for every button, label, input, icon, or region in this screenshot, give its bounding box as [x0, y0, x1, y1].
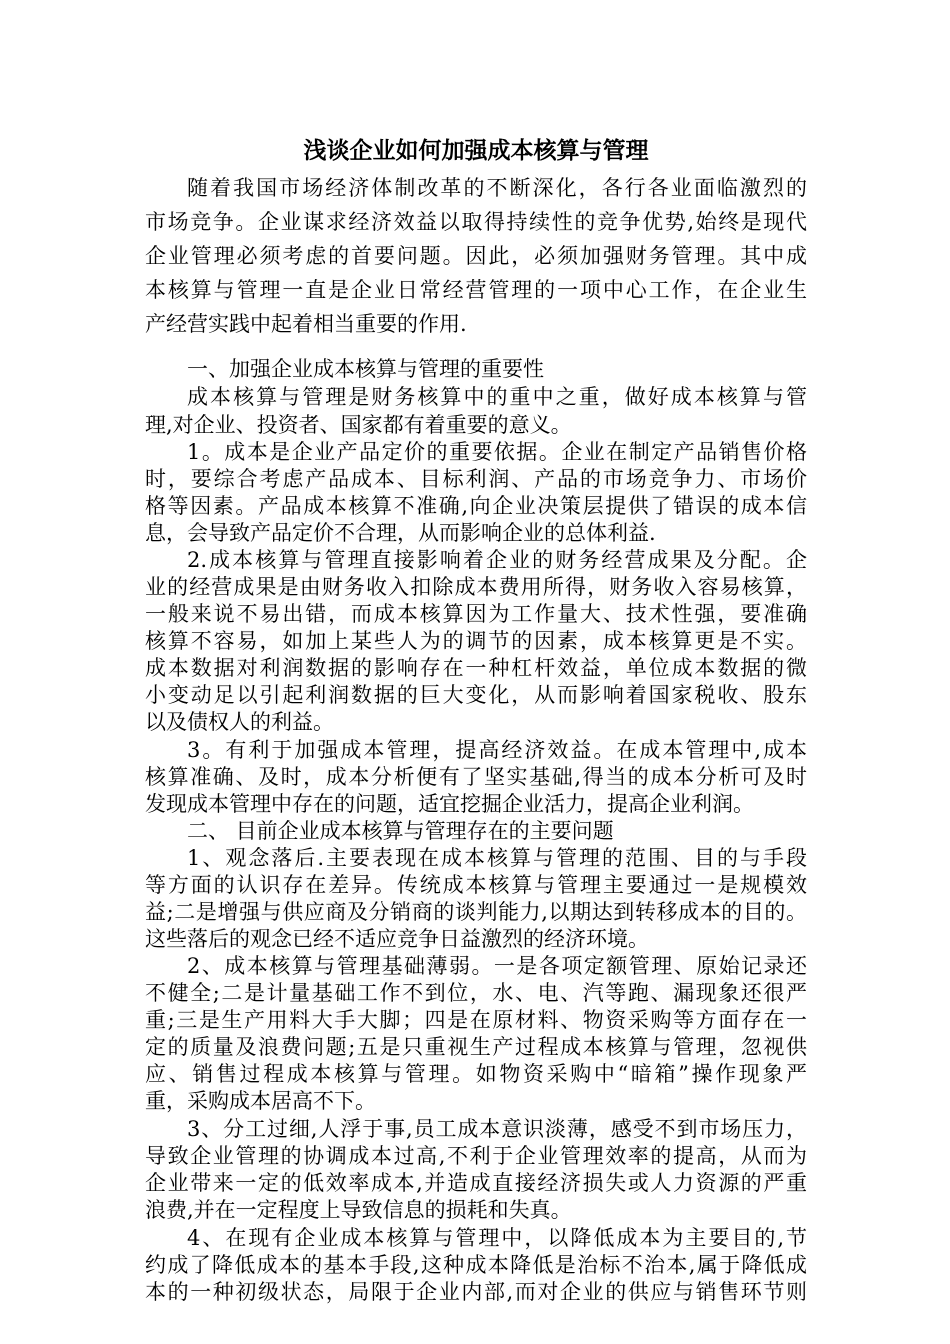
- body-line: 业的经营成果是由财务收入扣除成本费用所得，财务收入容易核算，: [145, 575, 807, 599]
- body-line: 发现成本管理中存在的问题，适宜挖掘企业活力，提高企业利润。: [145, 792, 754, 816]
- body-line: 以及债权人的利益。: [145, 710, 334, 734]
- body-line: 定的质量及浪费问题;五是只重视生产过程成本核算与管理，忽视供: [145, 1035, 807, 1059]
- body-line: 核算准确、及时，成本分析便有了坚实基础,得当的成本分析可及时: [145, 765, 807, 789]
- body-line: 时，要综合考虑产品成本、目标利润、产品的市场竞争力、市场价: [145, 467, 807, 491]
- body-line: 理,对企业、投资者、国家都有着重要的意义。: [145, 413, 572, 437]
- body-line: 随着我国市场经济体制改革的不断深化，各行各业面临激烈的: [187, 176, 807, 200]
- body-line: 1、观念落后.主要表现在成本核算与管理的范围、目的与手段: [187, 846, 807, 870]
- body-line: 4、在现有企业成本核算与管理中，以降低成本为主要目的,节: [187, 1226, 807, 1250]
- body-line: 产经营实践中起着相当重要的作用.: [145, 312, 467, 336]
- body-line: 等方面的认识存在差异。传统成本核算与管理主要通过一是规模效: [145, 873, 807, 897]
- body-line: 重，采购成本居高不下。: [145, 1089, 376, 1113]
- document-title: 浅谈企业如何加强成本核算与管理: [303, 137, 649, 164]
- body-line: 1。成本是企业产品定价的重要依据。企业在制定产品销售价格: [187, 440, 807, 464]
- body-line: 一般来说不易出错，而成本核算因为工作量大、技术性强，要准确: [145, 602, 807, 626]
- body-line: 3、分工过细,人浮于事,员工成本意识淡薄，感受不到市场压力，: [187, 1117, 807, 1141]
- body-line: 这些落后的观念已经不适应竞争日益激烈的经济环境。: [145, 927, 649, 951]
- body-line: 益;二是增强与供应商及分销商的谈判能力,以期达到转移成本的目的。: [145, 900, 807, 924]
- body-line: 本核算与管理一直是企业日常经营管理的一项中心工作，在企业生: [145, 278, 807, 302]
- body-line: 不健全;二是计量基础工作不到位，水、电、汽等跑、漏现象还很严: [145, 981, 807, 1005]
- body-line: 核算不容易，如加上某些人为的调节的因素，成本核算更是不实。: [145, 629, 807, 653]
- body-line: 二、 目前企业成本核算与管理存在的主要问题: [187, 819, 614, 843]
- body-line: 重;三是生产用料大手大脚；四是在原材料、物资采购等方面存在一: [145, 1008, 807, 1032]
- body-line: 应、销售过程成本核算与管理。如物资采购中“暗箱”操作现象严: [145, 1062, 807, 1086]
- body-line: 约成了降低成本的基本手段,这种成本降低是治标不治本,属于降低成: [145, 1253, 807, 1277]
- body-line: 小变动足以引起利润数据的巨大变化，从而影响着国家税收、股东: [145, 683, 807, 707]
- body-line: 企业带来一定的低效率成本,并造成直接经济损失或人力资源的严重: [145, 1171, 807, 1195]
- body-line: 本的一种初级状态，局限于企业内部,而对企业的供应与销售环节则: [145, 1280, 807, 1304]
- body-line: 市场竞争。企业谋求经济效益以取得持续性的竞争优势,始终是现代: [145, 210, 807, 234]
- body-line: 3。有利于加强成本管理，提高经济效益。在成本管理中,成本: [187, 738, 807, 762]
- body-line: 浪费,并在一定程度上导致信息的损耗和失真。: [145, 1198, 572, 1222]
- body-line: 成本数据对利润数据的影响存在一种杠杆效益，单位成本数据的微: [145, 656, 807, 680]
- body-line: 企业管理必须考虑的首要问题。因此，必须加强财务管理。其中成: [145, 244, 807, 268]
- body-line: 成本核算与管理是财务核算中的重中之重，做好成本核算与管: [187, 385, 807, 409]
- body-line: 息，会导致产品定价不合理，从而影响企业的总体利益.: [145, 521, 656, 545]
- body-line: 2、成本核算与管理基础薄弱。一是各项定额管理、原始记录还: [187, 954, 807, 978]
- body-line: 2.成本核算与管理直接影响着企业的财务经营成果及分配。企: [187, 548, 807, 572]
- body-line: 导致企业管理的协调成本过高,不利于企业管理效率的提高，从而为: [145, 1144, 807, 1168]
- body-line: 一、加强企业成本核算与管理的重要性: [187, 357, 544, 381]
- body-line: 格等因素。产品成本核算不准确,向企业决策层提供了错误的成本信: [145, 494, 807, 518]
